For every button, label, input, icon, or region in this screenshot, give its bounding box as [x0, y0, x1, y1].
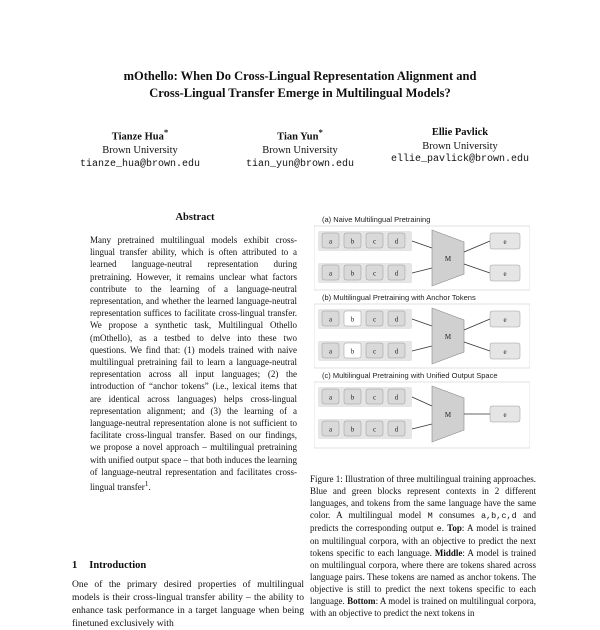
- panel-a: [314, 215, 530, 290]
- panel-a-label: (a) Naive Multilingual Pretraining: [322, 215, 431, 224]
- caption-model-symbol: M: [427, 511, 433, 521]
- panel-b: [314, 293, 530, 368]
- panel-b-label: (b) Multilingual Pretraining with Anchor Tokens: [322, 293, 476, 302]
- caption-inputs: a,b,c,d: [480, 511, 517, 521]
- token-label: d: [394, 237, 399, 246]
- caption-middle-label: Middle: [434, 548, 463, 558]
- abstract-body: Many pretrained multilingual models exhibit cross-lingual transfer ability, which is often attributed to a learned language-neutral representation during pretraining. However, it remains unclear what factors contribute to the learning of a language-neutral representation, and whether the learned language-neutral representation suffices to facilitate cross-lingual transfer. We propose a synthetic task, Multilingual Othello (mOthello), as a testbed to delve into these two questions. We find that: (1) models trained with naive multilingual pretraining fail to learn a language-neutral representation across all input languages; (2) the introduction of “anchor tokens” (i.e., lexical items that are identical across languages) helps cross-lingual representation alignment; and (3) the learning of a language-neutral representation alone is not sufficient to facilitate cross-lingual transfer. Based on our findings, we propose a novel approach – multilingual pretraining with unified output space – that both induces the learning of language-neutral representation and facilitates cross-lingual transfer$^1$.: [90, 235, 297, 493]
- title-line-2: Cross-Lingual Transfer Emerge in Multilingual Models?: [149, 86, 451, 100]
- section-heading: [72, 560, 146, 571]
- figure-caption: Figure 1: Illustration of three multilingual training approaches. Blue and green blocks represent contexts in 2 different languages, and tokens from the same language have the same color. A multilingual model M consumes a,b,c,d and predicts the corresponding output e. Top: A model is trained on multilingual corpora, with an objective to predict the next tokens specific to each language. Middle: A model is trained on multilingual corpora, where there are tokens shared across language pairs. These tokens are named as anchor tokens. The objective is still to predict the next tokens specific to each language. Bottom: A model is trained on multilingual corpora, with an objective to predict the next tokens in: [310, 474, 537, 618]
- figure-1: [314, 212, 530, 458]
- caption-bottom-label: Bottom: [347, 596, 376, 606]
- token-label: c: [372, 269, 377, 278]
- token-label: a: [328, 347, 333, 356]
- token-label: d: [394, 393, 399, 402]
- token-label: b: [350, 425, 355, 434]
- abstract-heading: Abstract: [175, 212, 215, 223]
- caption-output-symbol: e: [436, 524, 442, 534]
- output-label: e: [503, 411, 507, 419]
- author-name: Ellie Pavlick: [431, 127, 489, 138]
- model-label: M: [444, 333, 452, 341]
- token-label: d: [394, 315, 399, 324]
- author-list: [60, 126, 540, 171]
- token-label: c: [372, 425, 377, 434]
- author-mark: *: [318, 127, 323, 137]
- abstract-text: Many pretrained multilingual models exhibit cross-lingual transfer ability, which is often attributed to a learned language-neutral representation during pretraining. However, it remains unclear what factors contribute to the learning of a language-neutral representation, and whether the learned language-neutral representation suffices to facilitate cross-lingual transfer. We propose a synthetic task, Multilingual Othello (mOthello), as a testbed to delve into these two questions. We find that: (1) models trained with naive multilingual pretraining fail to learn a language-neutral representation across all input languages; (2) the introduction of “anchor tokens” (i.e., lexical items that are identical across languages) helps cross-lingual representation alignment; and (3) the learning of a language-neutral representation alone is not sufficient to facilitate cross-lingual transfer. Based on our findings, we propose a novel approach – multilingual pretraining with unified output space – that both induces the learning of language-neutral representation and facilitates cross-lingual transfer: [90, 235, 297, 493]
- token-label: c: [372, 347, 377, 356]
- author-name: Tian Yun: [277, 131, 319, 143]
- title-line-1: mOthello: When Do Cross-Lingual Representation Alignment and: [123, 69, 477, 83]
- token-label: b: [350, 237, 355, 246]
- author-3: [380, 126, 540, 171]
- output-label: e: [503, 348, 507, 356]
- token-label: b: [350, 347, 355, 356]
- model-label: M: [444, 255, 452, 263]
- author-affiliation: Brown University: [422, 140, 498, 152]
- output-label: e: [503, 238, 507, 246]
- paper-title: [40, 68, 560, 102]
- section-number: 1: [72, 560, 78, 571]
- author-mark: *: [163, 127, 169, 137]
- panel-c: [314, 371, 530, 448]
- caption-top-label: Top: [447, 523, 462, 533]
- footnote-mark: 1: [144, 479, 149, 489]
- model-label: M: [444, 411, 452, 419]
- author-email: ellie_pavlick@brown.edu: [390, 154, 530, 165]
- section-title: Introduction: [89, 560, 147, 571]
- panel-c-label: (c) Multilingual Pretraining with Unified Output Space: [322, 371, 498, 380]
- token-label: c: [372, 315, 377, 324]
- output-label: e: [503, 316, 507, 324]
- author-2: [220, 126, 380, 171]
- token-label: c: [372, 237, 377, 246]
- intro-paragraph: One of the primary desired properties of multilingual models is their cross-lingual transfer ability – the ability to enhance task performance in a target language when being finetuned exclusively with: [72, 579, 304, 629]
- author-1: [60, 126, 220, 171]
- token-label: d: [394, 269, 399, 278]
- token-label: c: [372, 393, 377, 402]
- token-label: b: [350, 315, 355, 324]
- output-label: e: [503, 270, 507, 278]
- token-label: a: [328, 237, 333, 246]
- token-label: a: [328, 315, 333, 324]
- token-label: d: [394, 347, 399, 356]
- author-email: tianze_hua@brown.edu: [79, 158, 201, 170]
- token-label: a: [328, 269, 333, 278]
- author-affiliation: Brown University: [102, 145, 178, 156]
- token-label: b: [350, 269, 355, 278]
- author-affiliation: Brown University: [262, 145, 338, 156]
- token-label: a: [328, 393, 333, 402]
- token-label: d: [394, 425, 399, 434]
- author-name: Tianze Hua: [111, 131, 164, 143]
- token-label: a: [328, 425, 333, 434]
- author-email: tian_yun@brown.edu: [245, 158, 355, 170]
- token-label: b: [350, 393, 355, 402]
